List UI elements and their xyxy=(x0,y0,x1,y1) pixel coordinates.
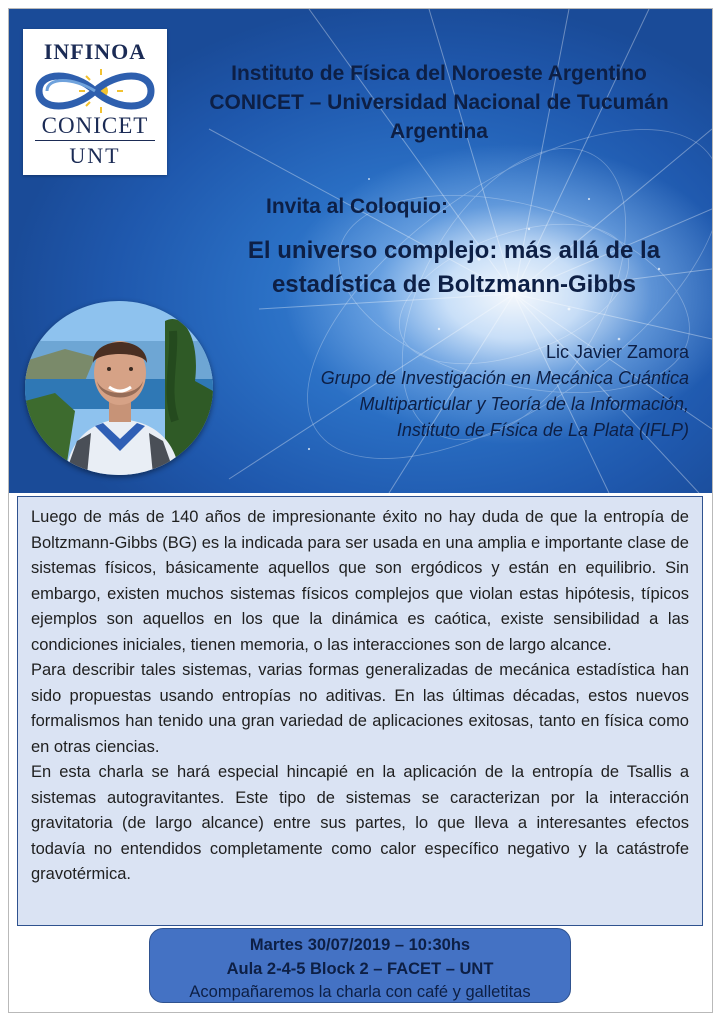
abstract-box xyxy=(17,496,703,926)
event-note: Acompañaremos la charla con café y galletitas xyxy=(189,983,531,1001)
logo-conicet-text: CONICET xyxy=(41,113,149,138)
logo-unt-text: UNT xyxy=(69,143,121,168)
speaker-affiliation-line-3: Instituto de Física de La Plata (IFLP) xyxy=(396,420,689,440)
invitation-text: Invita al Coloquio: xyxy=(266,195,448,218)
event-date-time: Martes 30/07/2019 – 10:30hs xyxy=(249,936,471,954)
institution-line-3: Argentina xyxy=(389,120,488,143)
logo-infinoa-text: INFINOA xyxy=(43,39,147,64)
talk-title: El universo complejo: más allá de la estadística de Boltzmann-Gibbs xyxy=(247,237,661,298)
speaker-name: Lic Javier Zamora xyxy=(545,342,689,362)
event-location: Aula 2-4-5 Block 2 – FACET – UNT xyxy=(226,959,494,978)
abstract-paragraph-2: Para describir tales sistemas, varias formas generalizadas de mecánica estadística han sido propuestas usando entropías no aditivas. En las últimas décadas, estos nuevos formalismos han tenido una gran variedad de aplicaciones exitosas, tanto en física como en otras ciencias. xyxy=(31,661,689,756)
abstract-paragraph-1: Luego de más de 140 años de impresionante éxito no hay duda de que la entropía de Boltzmann-Gibbs (BG) es la indicada para ser usada en una amplia e importante clase de sistemas físicos, básicamente aquellos que son ergódicos y están en equilibrio. Sin embargo, existen muchos sistemas físicos complejos que violan estas hipótesis, típicos ejemplos son aquellos en los que la dinámica es caótica, existe sensibilidad a las condiciones iniciales, tienen memoria, o las interacciones son de largo alcance. xyxy=(31,508,689,654)
logo-divider xyxy=(35,140,155,141)
hero-banner xyxy=(9,9,712,493)
infinoa-logo xyxy=(23,29,167,175)
event-details-box xyxy=(149,928,571,1003)
poster xyxy=(8,8,713,1013)
speaker-affiliation-line-2: Multiparticular y Teoría de la Información, xyxy=(359,394,689,414)
infinity-sun-icon xyxy=(33,67,157,115)
abstract-paragraph-3: En esta charla se hará especial hincapié en la aplicación de la entropía de Tsallis a sistemas autogravitantes. Este tipo de sistemas se caracterizan por la interacción gravitatoria (de largo alcance) entre sus partes, lo que lleva a interesantes efectos todavía no entendidos completamente como calor específico negativo y la catástrofe gravotérmica. xyxy=(31,763,689,883)
institution-line-2: CONICET – Universidad Nacional de Tucumán xyxy=(209,91,669,114)
speaker-info xyxy=(209,339,689,443)
speaker-photo xyxy=(25,301,213,475)
institution-line-1: Instituto de Física del Noroeste Argentino xyxy=(231,62,647,85)
speaker-affiliation-line-1: Grupo de Investigación en Mecánica Cuántica xyxy=(320,368,689,388)
speaker-portrait-image xyxy=(25,301,213,475)
institution-header xyxy=(174,59,704,146)
